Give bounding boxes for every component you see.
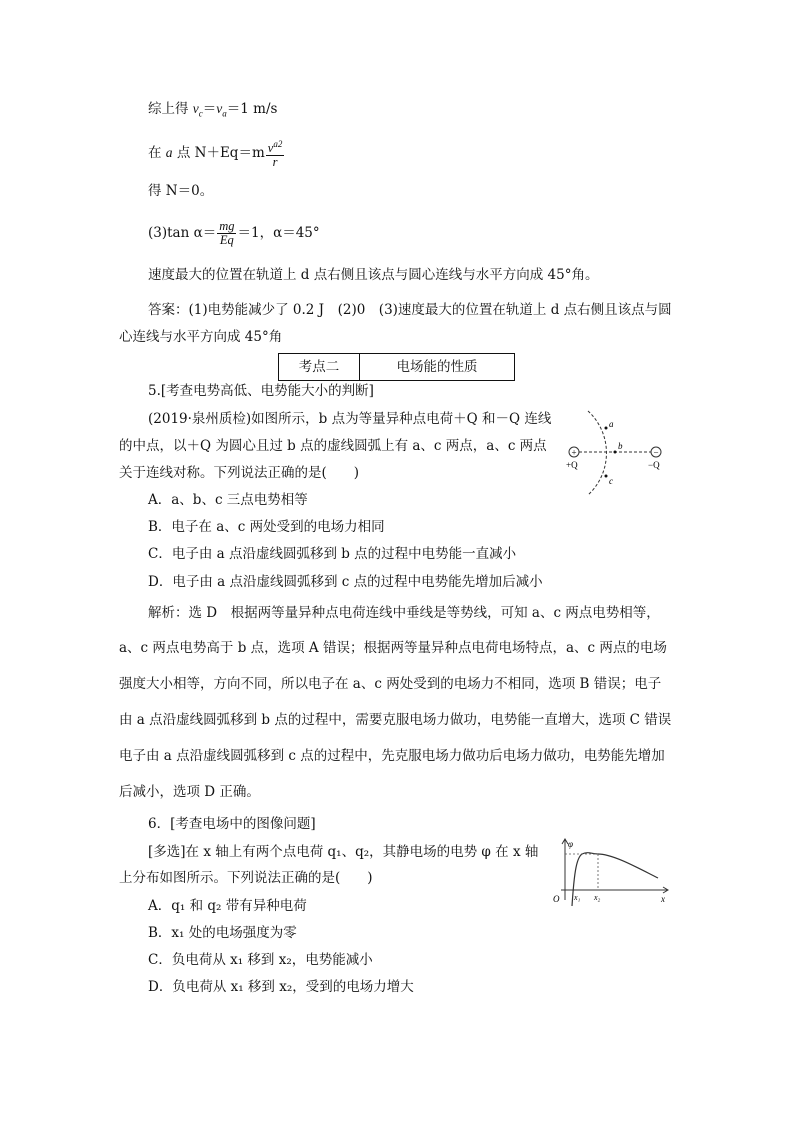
point-b: [614, 451, 617, 454]
label-b: b: [618, 441, 623, 451]
var-v: v: [192, 101, 199, 116]
q5-stem-line-2: 的中点，以＋Q 为圆心且过 b 点的虚线圆弧上有 a、c 两点，a、c 两点: [119, 438, 547, 454]
q5-heading: 5.[考查电势高低、电势能大小的判断]: [148, 383, 374, 399]
summary-line-3: 得 N＝0。: [148, 183, 214, 199]
point-c: [605, 475, 608, 478]
q5-charge-figure: [560, 408, 675, 498]
q6-heading: 6．[考查电场中的图像问题]: [148, 816, 316, 832]
summary-line-5: 速度最大的位置在轨道上 d 点右侧且该点与圆心连线与水平方向成 45°角。: [148, 267, 599, 283]
summary-text: 在: [148, 145, 166, 162]
q6-option-b: B．x₁ 处的电场强度为零: [148, 925, 297, 941]
section-label: 考点二: [279, 354, 360, 380]
minus-sign: −: [653, 447, 659, 458]
section-title: 电场能的性质: [396, 359, 478, 375]
equals: ＝: [202, 101, 217, 117]
q6-stem-line-1: [多选]在 x 轴上有两个点电荷 q₁、q₂，其静电场的电势 φ 在 x 轴: [148, 844, 539, 860]
q5-analysis-line-5: 电子由 a 点沿虚线圆弧移到 c 点的过程中，先克服电场力做功后电场力做功，电势能先增加: [119, 748, 665, 764]
summary-text: (3)tan α＝: [148, 225, 217, 241]
label-plus-q: +Q: [566, 460, 578, 470]
q5-analysis-line-2: a、c 两点电势高于 b 点，选项 A 错误；根据两等量异种点电荷电场特点，a、c 两点的电场: [119, 640, 667, 656]
summary-text: ＝1 m/s: [226, 101, 278, 117]
point-a: [605, 427, 608, 430]
summary-line-4: [148, 217, 320, 249]
q5-option-a: A．a、b、c 三点电势相等: [148, 492, 308, 508]
section-header-box: [278, 353, 515, 381]
label-x1: x₁: [574, 893, 581, 902]
answer-line-2: 心连线与水平方向成 45°角: [119, 329, 283, 345]
fraction: [217, 220, 236, 247]
q5-option-d: D．电子由 a 点沿虚线圆弧移到 c 点的过程中电势能先增加后减小: [148, 574, 543, 590]
frac-den: r: [272, 155, 278, 170]
label-phi: φ: [568, 839, 573, 849]
label-c: c: [609, 476, 613, 486]
label-o: O: [553, 894, 560, 904]
q6-potential-graph: [548, 836, 673, 908]
summary-text: 点 N＋Eq＝m: [172, 145, 265, 162]
var-a: a: [165, 145, 173, 161]
q5-analysis-line-1: 解析：选 D 根据两等量异种点电荷连线中垂线是等势线，可知 a、c 两点电势相等，: [148, 605, 660, 621]
label-a: a: [609, 419, 614, 429]
sub-c: c: [198, 108, 203, 119]
frac-num: mg: [219, 219, 235, 233]
q6-stem-line-2: 上分布如图所示。下列说法正确的是( ): [119, 870, 373, 886]
q6-option-d: D．负电荷从 x₁ 移到 x₂，受到的电场力增大: [148, 979, 414, 995]
frac-den: Eq: [219, 233, 234, 247]
var-v: v: [216, 101, 223, 116]
q5-analysis-line-3: 强度大小相等，方向不同，所以电子在 a、c 两处受到的电场力不相同，选项 B 错误；电子: [119, 676, 662, 692]
q6-option-a: A．q₁ 和 q₂ 带有异种电荷: [148, 898, 307, 914]
label-minus-q: −Q: [648, 460, 660, 470]
frac-num: v: [267, 141, 274, 156]
summary-text: 综上得: [148, 101, 193, 117]
q5-option-c: C．电子由 a 点沿虚线圆弧移到 b 点的过程中电势能一直减小: [148, 546, 517, 562]
summary-line-2: [148, 138, 285, 169]
q5-analysis-line-4: 由 a 点沿虚线圆弧移到 b 点的过程中，需要克服电场力做功，电势能一直增大，选项 C 错误: [119, 712, 672, 728]
label-x2: x₂: [594, 893, 601, 902]
potential-curve: [572, 853, 658, 906]
fraction: [266, 138, 285, 169]
dashed-arc: [588, 411, 606, 495]
q5-stem-line-1: (2019·泉州质检)如图所示，b 点为等量异种点电荷＋Q 和－Q 连线: [148, 411, 552, 427]
sub-a: a: [222, 108, 227, 119]
summary-line-1: [148, 100, 277, 123]
frac-sup: a2: [273, 139, 283, 149]
answer-line-1: 答案：(1)电势能减少了 0.2 J (2)0 (3)速度最大的位置在轨道上 d 点右侧且该点与圆: [148, 302, 672, 318]
summary-text: ＝1，α＝45°: [237, 225, 320, 241]
q5-option-b: B．电子在 a、c 两处受到的电场力相同: [148, 519, 385, 535]
label-x: x: [661, 894, 665, 904]
plus-sign: +: [571, 447, 577, 458]
q6-option-c: C．负电荷从 x₁ 移到 x₂，电势能减小: [148, 952, 373, 968]
q5-analysis-line-6: 后减小，选项 D 正确。: [119, 784, 260, 800]
q5-stem-line-3: 关于连线对称。下列说法正确的是( ): [119, 465, 360, 481]
